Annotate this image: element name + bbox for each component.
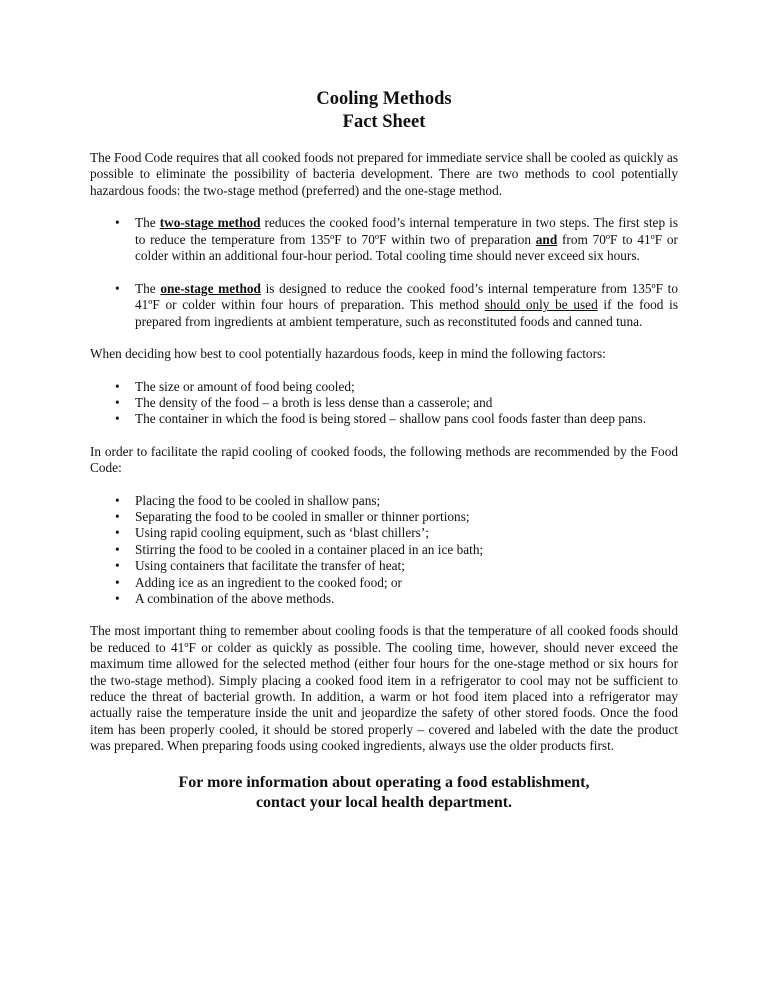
list-item: • Using containers that facilitate the transfer of heat; [90, 558, 678, 574]
list-item: • A combination of the above methods. [90, 591, 678, 607]
list-item: • Placing the food to be cooled in shallow pans; [90, 493, 678, 509]
method-one-stage [90, 281, 678, 330]
list-item: • The container in which the food is being stored – shallow pans cool foods faster than deep pans. [90, 411, 678, 427]
method-term: two-stage method [159, 215, 261, 231]
closing-paragraph: The most important thing to remember about cooling foods is that the temperature of all cooked foods should be reduced to 41ºF or colder as quickly as possible. The cooling time, however, should never exceed the maximum time allowed for the selected method (either four hours for the one-stage method or six hours for the two-stage method). Simply placing a cooked food item in a refrigerator to cool may not be sufficient to reduce the threat of bacterial growth. In addition, a warm or hot food item placed into a refrigerator may actually raise the temperature inside the unit and jeopardize the safety of other stored foods. Once the food item has been properly cooled, it should be stored properly – covered and labeled with the date the product was prepared. When preparing foods using cooked ingredients, always use the older products first. [90, 623, 678, 754]
cooling-methods-list [90, 215, 678, 330]
list-item: • The size or amount of food being cooled; [90, 379, 678, 395]
factors-intro-paragraph: When deciding how best to cool potentially hazardous foods, keep in mind the following factors: [90, 346, 606, 362]
method-text: from 70ºF to 41ºF or colder within an additional four-hour period. Total cooling time should never exceed six hours. [135, 231, 678, 264]
intro-paragraph: The Food Code requires that all cooked foods not prepared for immediate service shall be cooled as quickly as possible to eliminate the possibility of bacteria development. There are two methods to cool potentially hazardous foods: the two-stage method (preferred) and the one-stage method. [90, 150, 678, 198]
footer-line-1: For more information about operating a food establishment, [178, 773, 590, 791]
footer-line-2: contact your local health department. [255, 793, 513, 811]
method-text: is designed to reduce the cooked food’s internal temperature from 135ºF to 41ºF or colder within four hours of preparation. This method [135, 280, 679, 313]
recommendations-intro-paragraph: In order to facilitate the rapid cooling of cooked foods, the following methods are recommended by the Food Code: [90, 443, 678, 476]
list-item: • Adding ice as an ingredient to the cooked food; or [90, 575, 678, 591]
title-line-1: Cooling Methods [316, 89, 452, 109]
method-text: reduces the cooked food’s internal temperature in two steps. The first step is to reduce the temperature from 135ºF to 70ºF within two of preparation [135, 215, 678, 247]
method-two-stage [90, 215, 678, 264]
method-term: one-stage method [160, 280, 261, 296]
method-emphasis: should only be used [484, 297, 598, 313]
method-prefix: The [135, 215, 160, 231]
title-line-2: Fact Sheet [342, 112, 426, 132]
page-title [90, 88, 678, 134]
factors-list [90, 379, 678, 428]
footer-note [90, 773, 678, 813]
list-item: • The density of the food – a broth is less dense than a casserole; and [90, 395, 678, 411]
document-page [90, 88, 678, 813]
list-item: • Using rapid cooling equipment, such as ‘blast chillers’; [90, 525, 678, 541]
recommendations-list [90, 493, 678, 608]
list-item: • Stirring the food to be cooled in a container placed in an ice bath; [90, 542, 678, 558]
list-item: • Separating the food to be cooled in smaller or thinner portions; [90, 509, 678, 525]
method-text: if the food is prepared from ingredients at ambient temperature, such as reconstituted foods and canned tuna. [135, 297, 678, 329]
method-emphasis: and [535, 231, 558, 247]
method-prefix: The [135, 280, 161, 296]
